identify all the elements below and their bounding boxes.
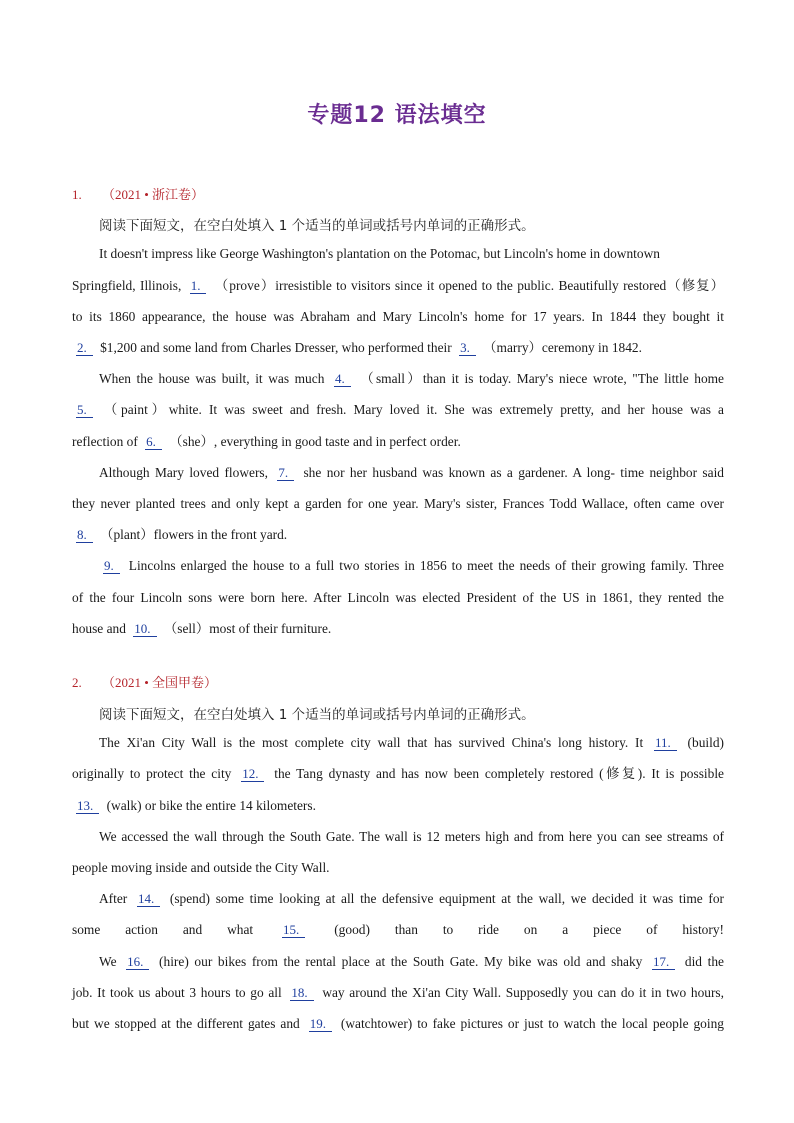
- question-number: 2.: [72, 675, 82, 690]
- passage-line: [72, 401, 724, 419]
- passage-text: （prove）irresistible to visitors since it opened to the public. Beautifully restored（修复）: [210, 278, 724, 293]
- answer-blank[interactable]: 14.: [137, 891, 160, 907]
- question-instruction: 阅读下面短文，在空白处填入 1 个适当的单词或括号内单词的正确形式。: [99, 218, 535, 234]
- passage-line: [99, 464, 724, 482]
- passage-text: (watchtower) to fake pictures or just to watch the local people going: [335, 1016, 724, 1031]
- passage-text: originally to protect the city: [72, 766, 238, 781]
- passage-line: [72, 984, 724, 1002]
- answer-blank[interactable]: 16.: [126, 954, 149, 970]
- passage-line: [99, 557, 724, 575]
- passage-text: some action and what: [72, 922, 279, 937]
- passage-text: to its 1860 appearance, the house was Abraham and Mary Lincoln's home for 17 years. In 1844 they bought it: [72, 309, 724, 324]
- answer-blank[interactable]: 6.: [145, 434, 162, 450]
- passage-line: [72, 797, 724, 815]
- passage-line: [99, 370, 724, 388]
- passage-text: (build): [680, 735, 724, 750]
- answer-blank[interactable]: 9.: [103, 558, 120, 574]
- passage-line: [72, 526, 724, 544]
- answer-blank[interactable]: 3.: [459, 340, 476, 356]
- question-number: 1.: [72, 187, 82, 202]
- answer-blank[interactable]: 15.: [282, 922, 305, 938]
- passage-text: of the four Lincoln sons were born here. After Lincoln was elected President of the US in 1861, they rented the: [72, 590, 724, 605]
- passage-text: After: [99, 891, 133, 906]
- passage-text: （sell）most of their furniture.: [160, 621, 332, 636]
- passage-text: We accessed the wall through the South Gate. The wall is 12 meters high and from here you can see streams of: [99, 829, 724, 844]
- answer-blank[interactable]: 1.: [190, 278, 207, 294]
- passage-text: Lincolns enlarged the house to a full two stories in 1856 to meet the needs of their growing family. Three: [123, 558, 724, 573]
- question-heading: [72, 184, 204, 203]
- passage-text: did the: [679, 954, 725, 969]
- answer-blank[interactable]: 11.: [654, 735, 677, 751]
- passage-text: reflection of: [72, 434, 142, 449]
- passage-line: [72, 495, 724, 513]
- passage-line: [72, 277, 724, 295]
- passage-text: (good) than to ride on a piece of history!: [309, 922, 724, 937]
- answer-blank[interactable]: 8.: [76, 527, 93, 543]
- passage-text: Springfield, Illinois,: [72, 278, 186, 293]
- passage-text: The Xi'an City Wall is the most complete city wall that has survived China's long history. It: [99, 735, 650, 750]
- passage-text: house and: [72, 621, 130, 636]
- passage-line: [99, 890, 724, 908]
- passage-text: but we stopped at the different gates and: [72, 1016, 305, 1031]
- passage-text: way around the Xi'an City Wall. Supposedly you can do it in two hours,: [317, 985, 724, 1000]
- passage-text: We: [99, 954, 123, 969]
- passage-text: (spend) some time looking at all the defensive equipment at the wall, we decided it was time for: [164, 891, 724, 906]
- answer-blank[interactable]: 18.: [290, 985, 313, 1001]
- passage-text: It doesn't impress like George Washington's plantation on the Potomac, but Lincoln's home in downtown: [99, 246, 660, 261]
- passage-line: [72, 339, 724, 357]
- passage-text: job. It took us about 3 hours to go all: [72, 985, 287, 1000]
- answer-blank[interactable]: 2.: [76, 340, 93, 356]
- answer-blank[interactable]: 12.: [241, 766, 264, 782]
- answer-blank[interactable]: 13.: [76, 798, 99, 814]
- passage-text: （plant）flowers in the front yard.: [96, 527, 288, 542]
- passage-text: （paint）white. It was sweet and fresh. Mary loved it. She was extremely pretty, and her house was a: [96, 402, 724, 417]
- passage-text: （small）than it is today. Mary's niece wrote, "The little home: [354, 371, 725, 386]
- answer-blank[interactable]: 19.: [309, 1016, 332, 1032]
- passage-line: [72, 921, 724, 939]
- passage-text: （she）, everything in good taste and in perfect order.: [165, 434, 461, 449]
- passage-line: [72, 1015, 724, 1033]
- question-source: （2021 • 全国甲卷）: [102, 675, 218, 690]
- passage-line: [99, 828, 724, 846]
- passage-text: people moving inside and outside the City Wall.: [72, 860, 330, 875]
- passage-text: $1,200 and some land from Charles Dresser, who performed their: [96, 340, 456, 355]
- passage-line: [72, 765, 724, 783]
- passage-line: [99, 953, 724, 971]
- answer-blank[interactable]: 10.: [133, 621, 156, 637]
- passage-text: they never planted trees and only kept a garden for one year. Mary's sister, Frances Todd Wallace, often came over: [72, 496, 724, 511]
- passage-line: [72, 308, 724, 326]
- answer-blank[interactable]: 5.: [76, 402, 93, 418]
- passage-text: （marry）ceremony in 1842.: [479, 340, 642, 355]
- passage-text: (hire) our bikes from the rental place at the South Gate. My bike was old and shaky: [153, 954, 648, 969]
- answer-blank[interactable]: 4.: [334, 371, 351, 387]
- passage-text: When the house was built, it was much: [99, 371, 330, 386]
- passage-text: the Tang dynasty and has now been completely restored (修复). It is possible: [268, 766, 724, 781]
- question-heading: [72, 672, 217, 691]
- passage-line: [72, 620, 724, 638]
- passage-line: [99, 734, 724, 752]
- passage-line: [99, 245, 724, 263]
- passage-line: [72, 859, 724, 877]
- passage-text: (walk) or bike the entire 14 kilometers.: [103, 798, 316, 813]
- passage-text: Although Mary loved flowers,: [99, 465, 274, 480]
- question-source: （2021 • 浙江卷）: [102, 187, 205, 202]
- passage-line: [72, 589, 724, 607]
- passage-line: [72, 433, 724, 451]
- page-title: 专题12 语法填空: [307, 103, 487, 128]
- passage-text: she nor her husband was known as a gardener. A long- time neighbor said: [298, 465, 724, 480]
- answer-blank[interactable]: 7.: [277, 465, 294, 481]
- question-instruction: 阅读下面短文，在空白处填入 1 个适当的单词或括号内单词的正确形式。: [99, 707, 535, 723]
- answer-blank[interactable]: 17.: [652, 954, 675, 970]
